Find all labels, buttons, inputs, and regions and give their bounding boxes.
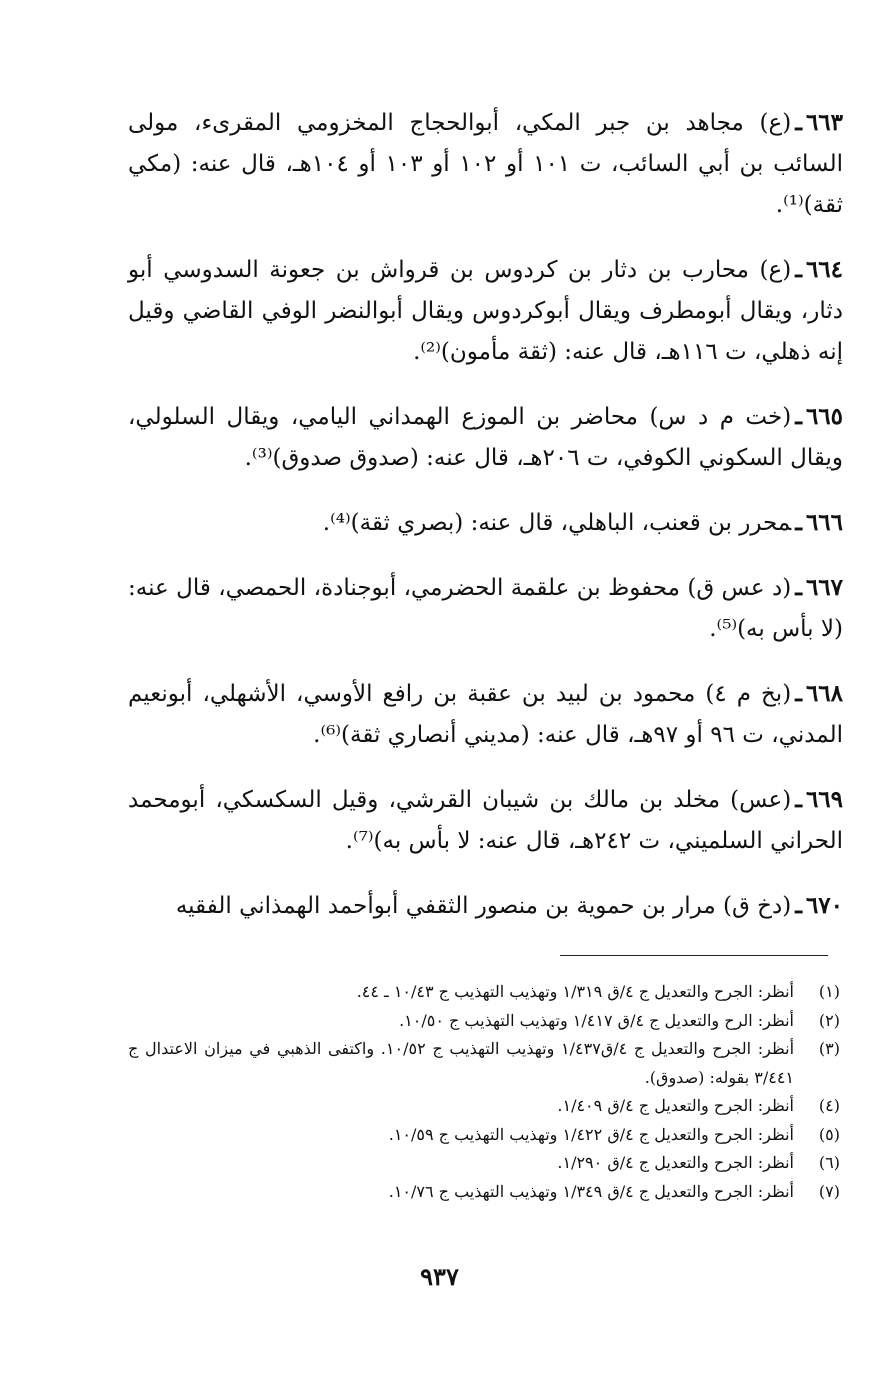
footnote bbox=[128, 1149, 840, 1178]
page-number: ٩٣٧ bbox=[420, 1262, 459, 1291]
footnote-text: أنظر: الجرح والتعديل ج ٤/ق ١/٢٩٠. bbox=[557, 1153, 794, 1172]
entry-dash: ـ bbox=[795, 892, 802, 919]
footnote-text: أنظر: الجرح والتعديل ج ٤/ق ١/٤٠٩. bbox=[557, 1096, 794, 1115]
entry-number: ٦٦٧ bbox=[805, 574, 843, 601]
entry bbox=[128, 567, 843, 650]
footnote bbox=[128, 1007, 840, 1036]
entry-text: (ع) محارب بن دثار بن كردوس بن قرواش بن جعونة السدوسي أبو دثار، ويقال أبومطرف ويقال أبوكردوس ويقال أبوالنضر الوفي القاضي وقيل إنه ذهلي، ت ١١٦هـ، قال عنه: (ثقة مأمون)⁽²⁾. bbox=[128, 257, 843, 365]
footnote bbox=[128, 1121, 840, 1150]
entry-number: ٦٦٤ bbox=[805, 256, 843, 283]
footnotes bbox=[128, 978, 840, 1206]
entry-number: ٦٧٠ bbox=[805, 892, 843, 919]
footnote-text: أنظر: الجرح والتعديل ج ٤/ق ١/٣٤٩ وتهذيب التهذيب ج ١٠/٧٦. bbox=[388, 1181, 794, 1201]
footnote-number: (٤) bbox=[818, 1096, 840, 1115]
entry-text: محرر بن قعنب، الباهلي، قال عنه: (بصري ثقة)⁽⁴⁾. bbox=[322, 510, 792, 536]
entry bbox=[128, 885, 843, 927]
entry-dash: ـ bbox=[795, 574, 802, 601]
entry-dash: ـ bbox=[795, 509, 802, 536]
entry-dash: ـ bbox=[795, 786, 802, 813]
biography-entries bbox=[128, 102, 843, 945]
entry-text: (دخ ق) مرار بن حموية بن منصور الثقفي أبوأحمد الهمذاني الفقيه bbox=[175, 893, 792, 919]
entry-text: (بخ م ٤) محمود بن لبيد بن عقبة بن رافع الأوسي، الأشهلي، أبونعيم المدني، ت ٩٦ أو ٩٧هـ، قال عنه: (مديني أنصاري ثقة)⁽⁶⁾. bbox=[128, 681, 843, 748]
entry-text: (خت م د س) محاضر بن الموزع الهمداني اليامي، ويقال السلولي، ويقال السكوني الكوفي، ت ٢٠٦هـ، قال عنه: (صدوق صدوق)⁽³⁾. bbox=[128, 404, 843, 471]
entry bbox=[128, 779, 843, 862]
footnote-divider bbox=[560, 955, 828, 956]
entry bbox=[128, 249, 843, 373]
entry-number: ٦٦٩ bbox=[805, 786, 843, 813]
entry-dash: ـ bbox=[795, 109, 802, 136]
entry-text: (د عس ق) محفوظ بن علقمة الحضرمي، أبوجنادة، الحمصي، قال عنه: (لا بأس به)⁽⁵⁾. bbox=[128, 575, 843, 642]
entry bbox=[128, 673, 843, 756]
footnote bbox=[128, 978, 840, 1007]
footnote-number: (١) bbox=[818, 982, 840, 1001]
entry bbox=[128, 502, 843, 544]
footnote-number: (٢) bbox=[818, 1010, 840, 1030]
footnote-number: (٣) bbox=[818, 1039, 840, 1058]
entry-number: ٦٦٨ bbox=[805, 680, 843, 707]
entry-dash: ـ bbox=[795, 680, 802, 707]
footnote-number: (٦) bbox=[818, 1153, 840, 1172]
entry bbox=[128, 396, 843, 479]
entry bbox=[128, 102, 843, 226]
entry-number: ٦٦٥ bbox=[805, 403, 843, 430]
footnote bbox=[128, 1035, 840, 1092]
entry-text: (ع) مجاهد بن جبر المكي، أبوالحجاج المخزومي المقرىء، مولى السائب بن أبي السائب، ت ١٠١ أو ١٠٢ أو ١٠٣ أو ١٠٤هـ، قال عنه: (مكي ثقة)⁽¹⁾. bbox=[128, 110, 843, 218]
entry-number: ٦٦٦ bbox=[805, 509, 843, 536]
entry-text: (عس) مخلد بن مالك بن شيبان القرشي، وقيل السكسكي، أبومحمد الحراني السلميني، ت ٢٤٢هـ، قال عنه: لا بأس به)⁽⁷⁾. bbox=[128, 787, 843, 854]
entry-dash: ـ bbox=[795, 256, 802, 283]
footnote-text: أنظر: الجرح والتعديل ج ٤/ق ١/٣١٩ وتهذيب التهذيب ج ١٠/٤٣ ـ ٤٤. bbox=[356, 982, 794, 1001]
footnote-text: أنظر: الرح والتعديل ج ٤/ق ١/٤١٧ وتهذيب التهذيب ج ١٠/٥٠. bbox=[399, 1010, 794, 1030]
footnote-number: (٧) bbox=[818, 1181, 840, 1201]
footnote-number: (٥) bbox=[818, 1124, 840, 1144]
entry-number: ٦٦٣ bbox=[805, 109, 843, 136]
entry-dash: ـ bbox=[795, 403, 802, 430]
footnote bbox=[128, 1178, 840, 1207]
footnote-text: أنظر: الجرح والتعديل ج ٤/ق١/٤٣٧ وتهذيب التهذيب ج ١٠/٥٢. واكتفى الذهبي في ميزان الاعتدال ج ٣/٤٤١ بقوله: (صدوق). bbox=[128, 1039, 795, 1087]
footnote-text: أنظر: الجرح والتعديل ج ٤/ق ١/٤٢٢ وتهذيب التهذيب ج ١٠/٥٩. bbox=[388, 1124, 794, 1144]
footnote bbox=[128, 1092, 840, 1121]
